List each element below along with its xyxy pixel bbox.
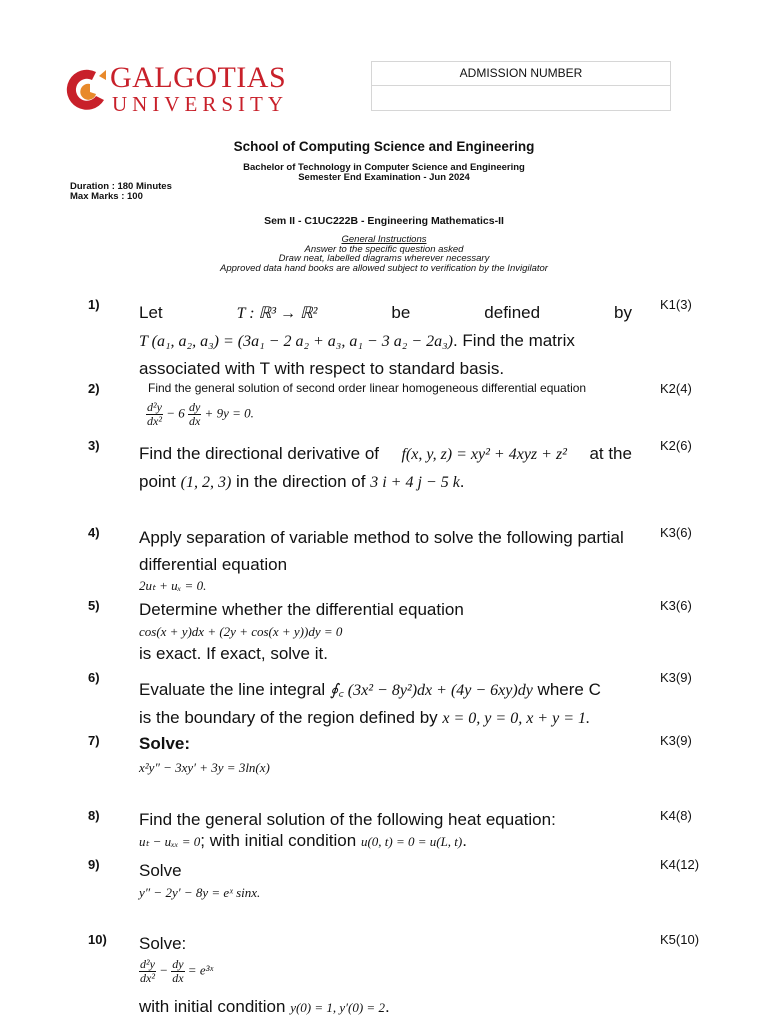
q3-point-value: (1, 2, 3) [180,474,232,491]
q5-tail: is exact. If exact, solve it. [139,644,328,663]
question-number: 7) [88,733,100,748]
q1-find: . Find the matrix [452,331,575,350]
q10-solve: Solve: [139,934,187,953]
question-number: 9) [88,857,100,872]
logo-name: GALGOTIAS [110,61,287,94]
q4-text: Apply separation of variable method to solve the following partial differential equation [139,528,624,574]
q6-region: x = 0, y = 0, x + y = 1. [442,710,590,727]
university-logo-icon [66,66,108,116]
instruction-item: Draw neat, labelled diagrams wherever necessary [278,253,490,264]
exam-name: Semester End Examination - Jun 2024 [298,172,470,183]
duration: Duration : 180 Minutes [70,181,172,192]
q8-equation: uₜ − uₓₓ = 0 [139,834,201,849]
question-1-text [139,299,632,382]
instruction-item: Answer to the specific question asked [304,243,464,255]
question-marks: K4(8) [660,808,692,823]
question-number: 4) [88,525,100,540]
question-4-text [139,524,632,578]
q5-equation: cos(x + y)dx + (2y + cos(x + y))dy = 0 [139,624,343,639]
program-name: Bachelor of Technology in Computer Science and Engineering [243,162,525,173]
q5-text: Determine whether the differential equation [139,600,464,619]
question-marks: K2(4) [660,381,692,396]
q8-line2 [139,831,467,851]
question-marks: K3(6) [660,525,692,540]
admission-number-field[interactable] [372,86,670,110]
question-number: 1) [88,297,100,312]
instructions-title: General Instructions [341,234,427,245]
q10-condition-label: with initial condition [139,997,286,1016]
question-number: 3) [88,438,100,453]
question-marks: K2(6) [660,438,692,453]
instruction-item: Approved data hand books are allowed subject to verification by the Invigilator [220,262,548,274]
general-instructions [0,235,768,273]
q3-function: f(x, y, z) = xy² + 4xyz + z² [401,446,567,463]
q10-op: − [159,962,168,978]
q2-end: . [250,405,254,421]
q2-frac2-top: dy [188,400,201,414]
q10-frac2-bot: dx [172,971,184,985]
q1-be: be [391,303,411,322]
q3-vector: 3 i + 4 j − 5 k [370,474,460,491]
q6-where-c: where C [537,680,601,699]
q8-end: . [462,831,467,850]
q10-equals: = [187,962,197,978]
q1-defined: defined [484,303,541,322]
question-marks: K3(9) [660,733,692,748]
q2-frac1-top: d²y [147,400,162,414]
q7-solve: Solve: [139,734,191,753]
max-marks: Max Marks : 100 [70,191,143,202]
question-marks: K3(9) [660,670,692,685]
q1-map: T : ℝ³ → ℝ² [236,305,318,322]
q2-rhs: + 9y = 0 [204,405,251,421]
q2-equation [146,401,254,428]
question-number: 2) [88,381,100,396]
q10-condition: y(0) = 1, y′(0) = 2 [290,1000,385,1015]
q10-rhs: e³ˣ [199,962,214,978]
q3-point: point [139,472,176,491]
q6-integral: ∮꜀ (3x² − 8y²)dx + (4y − 6xy)dy [329,682,533,699]
q7-equation: x²y″ − 3xy′ + 3y = 3ln(x) [139,760,270,775]
question-number: 6) [88,670,100,685]
q2-text: Find the general solution of second order linear homogeneous differential equation [148,381,587,395]
question-marks: K1(3) [660,297,692,312]
q2-frac2-bot: dx [188,414,201,428]
question-number: 10) [88,932,107,947]
q3-find: Find the directional derivative of [139,444,380,463]
question-marks: K5(10) [660,932,700,947]
q6-evaluate: Evaluate the line integral [139,680,326,699]
logo-subtitle: UNIVERSITY [112,92,288,116]
q1-transform: T (a₁, a₂, a₃) = (3a₁ − 2 a₂ + a₃, a₁ − 3 a₂ − 2a₃) [139,333,453,350]
q9-equation: y″ − 2y′ − 8y = eˣ sinx. [139,885,261,900]
question-6-text [139,676,639,732]
q8-condition-label: ; with initial condition [200,831,357,850]
q3-at-the: at the [589,444,632,463]
q1-let: Let [139,303,163,322]
course-title: Sem II - C1UC222B - Engineering Mathematics-II [264,215,504,227]
q10-frac2-top: dy [172,957,184,971]
q10-frac1-bot: dx² [140,971,155,985]
school-title: School of Computing Science and Engineering [233,139,535,154]
q6-boundary: is the boundary of the region defined by [139,708,438,727]
q10-line3 [139,997,390,1017]
exam-meta [70,182,172,202]
question-number: 8) [88,808,100,823]
q10-equation [139,958,213,985]
q1-by: by [614,303,632,322]
q10-frac1-top: d²y [140,957,155,971]
admission-number-label: ADMISSION NUMBER [372,62,670,86]
q8-condition: u(0, t) = 0 = u(L, t) [360,834,463,849]
q8-text: Find the general solution of the following heat equation: [139,810,556,829]
q4-equation: 2uₜ + uₓ = 0. [139,578,207,593]
admission-number-box [371,61,671,111]
question-marks: K4(12) [660,857,700,872]
q10-end: . [384,997,390,1016]
q3-direction: in the direction of [236,472,366,491]
question-marks: K3(6) [660,598,692,613]
q3-end: . [459,472,465,491]
q2-op: − 6 [166,405,185,421]
question-number: 5) [88,598,100,613]
q9-solve: Solve [139,861,182,880]
q1-tail: associated with T with respect to standard basis. [139,359,505,378]
question-3-text [139,440,632,496]
program-info [0,163,768,183]
q2-frac1-bot: dx² [147,414,162,428]
